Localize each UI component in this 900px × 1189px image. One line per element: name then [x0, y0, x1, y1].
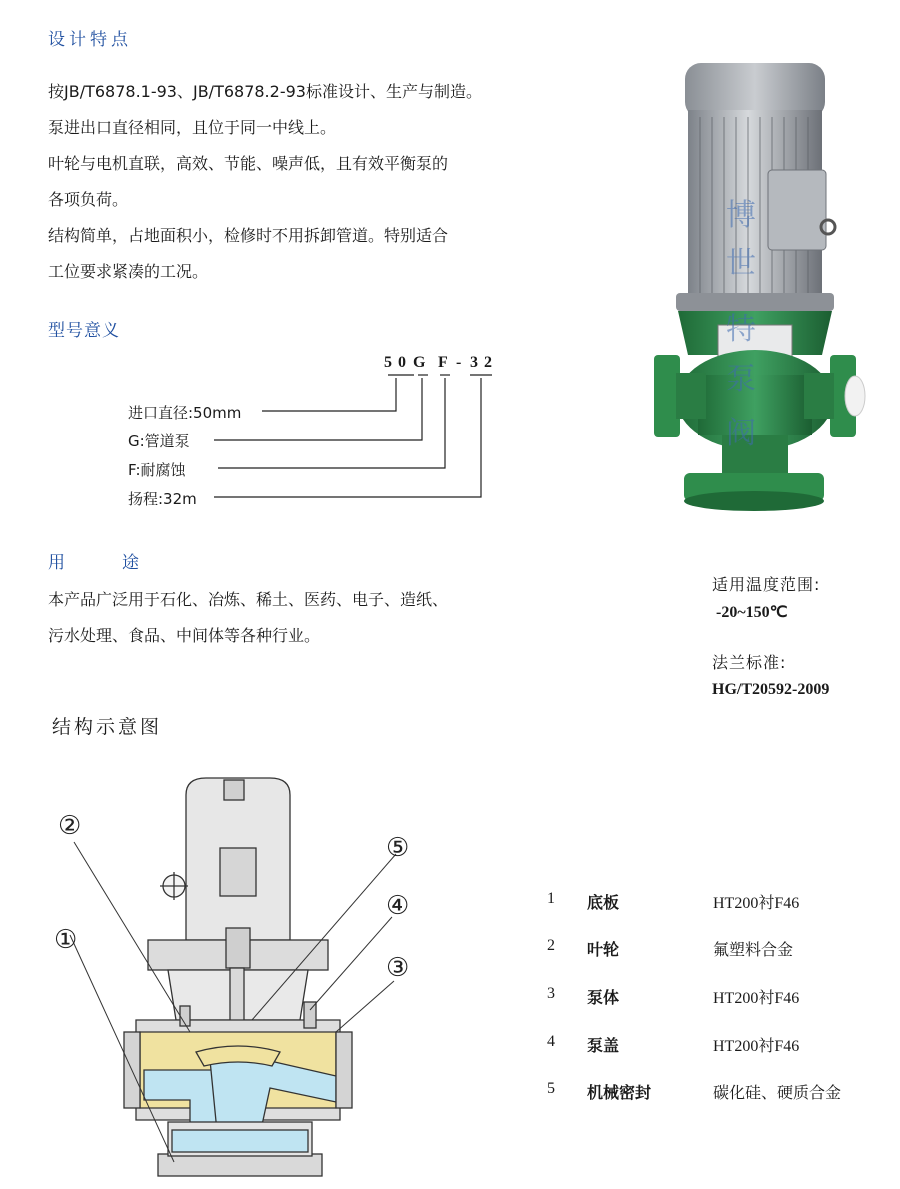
- part-name: 泵盖: [587, 1036, 620, 1055]
- model-label-diameter: 进口直径:50mm: [128, 404, 242, 422]
- features-line: 泵进出口直径相同，且位于同一中线上。: [48, 118, 337, 137]
- usage-title-b: 途: [122, 553, 143, 573]
- parts-row: [547, 1080, 887, 1104]
- structure-title: 结构示意图: [52, 716, 163, 738]
- parts-row: [547, 1033, 887, 1057]
- part-number: 1: [547, 890, 555, 907]
- part-number: 5: [547, 1080, 555, 1097]
- temp-value: -20~150℃: [716, 604, 788, 621]
- watermark-char: 博: [726, 198, 756, 233]
- watermark-char: 阀: [726, 416, 756, 451]
- model-label-g: G:管道泵: [128, 432, 190, 450]
- callout-3: ③: [386, 953, 410, 983]
- part-number: 2: [547, 937, 555, 954]
- model-title: 型号意义: [48, 321, 120, 341]
- callout-2: ②: [58, 811, 82, 841]
- watermark-char: 世: [726, 246, 756, 281]
- callout-1: ①: [54, 925, 78, 955]
- part-material: HT200衬F46: [713, 895, 800, 912]
- parts-row: [547, 937, 887, 961]
- parts-row: [547, 985, 887, 1009]
- model-code-g: G: [413, 354, 432, 371]
- model-label-head: 扬程:32m: [128, 490, 197, 508]
- features-line: 结构简单，占地面积小，检修时不用拆卸管道。特别适合: [48, 226, 449, 245]
- part-material: 氟塑料合金: [713, 942, 794, 959]
- usage-line: 本产品广泛用于石化、冶炼、稀土、医药、电子、造纸、: [48, 590, 449, 609]
- usage-text: [48, 582, 548, 654]
- part-name: 叶轮: [587, 940, 620, 959]
- part-name: 底板: [587, 893, 620, 912]
- usage-line: 污水处理、食品、中间体等各种行业。: [48, 626, 321, 645]
- part-material: 碳化硅、硬质合金: [713, 1085, 842, 1102]
- features-line: 工位要求紧凑的工况。: [48, 262, 209, 281]
- flange-label: 法兰标准:: [712, 653, 787, 672]
- part-number: 4: [547, 1033, 555, 1050]
- model-label-f: F:耐腐蚀: [128, 461, 186, 479]
- model-code-dash: -: [456, 354, 468, 371]
- features-line: 各项负荷。: [48, 190, 129, 209]
- part-material: HT200衬F46: [713, 990, 800, 1007]
- features-title: 设计特点: [48, 30, 132, 50]
- parts-row: [547, 890, 887, 914]
- pump-product-image: [640, 55, 880, 535]
- temp-label: 适用温度范围:: [712, 575, 821, 594]
- model-bracket-lines: [0, 0, 560, 520]
- part-number: 3: [547, 985, 555, 1002]
- model-code-f: F: [438, 354, 454, 371]
- usage-title-a: 用: [48, 553, 69, 573]
- features-line: 叶轮与电机直联，高效、节能、噪声低，且有效平衡泵的: [48, 154, 449, 173]
- watermark-char: 特: [726, 312, 756, 347]
- part-name: 机械密封: [587, 1083, 652, 1102]
- features-line: 按JB/T6878.1-93、JB/T6878.2-93标准设计、生产与制造。: [48, 82, 482, 101]
- model-code-50: 50: [384, 354, 412, 371]
- callout-5: ⑤: [386, 833, 410, 863]
- callout-4: ④: [386, 891, 410, 921]
- watermark-char: 泵: [726, 362, 756, 397]
- part-name: 泵体: [587, 988, 620, 1007]
- flange-value: HG/T20592-2009: [712, 681, 830, 698]
- part-material: HT200衬F46: [713, 1038, 800, 1055]
- structure-diagram: [40, 770, 440, 1180]
- model-code-32: 32: [470, 354, 498, 371]
